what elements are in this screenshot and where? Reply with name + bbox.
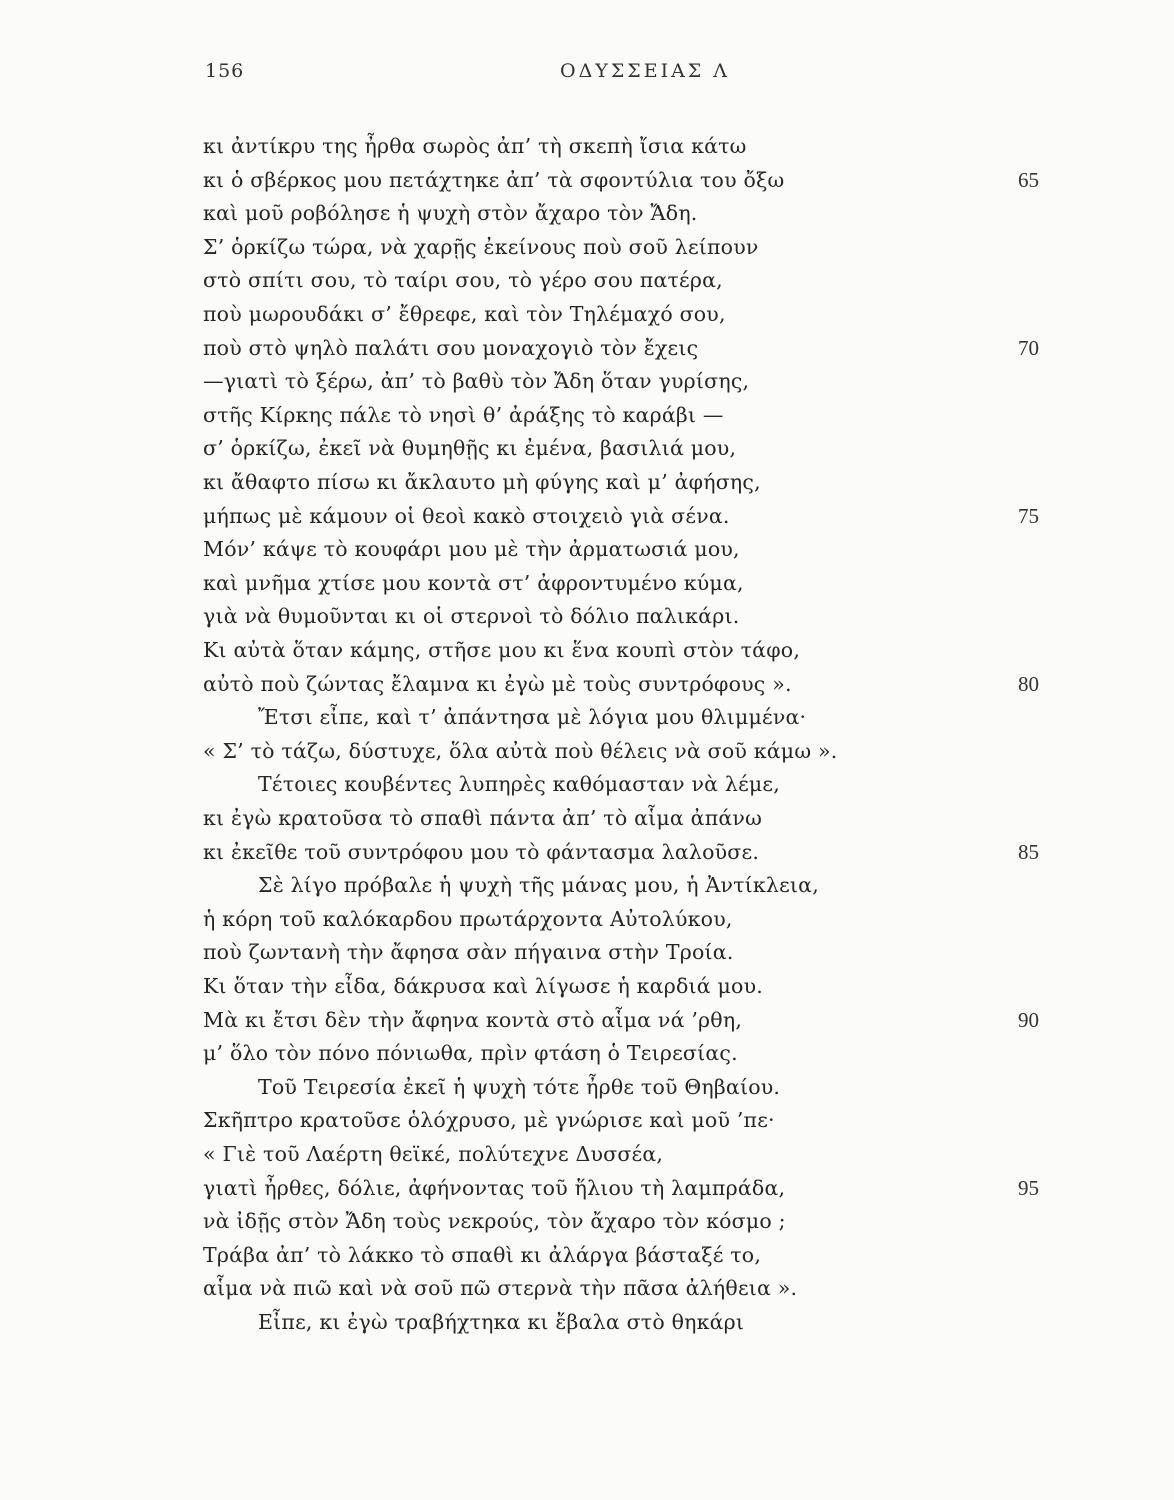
verse-line bbox=[0, 198, 1174, 232]
verse-line-text: ποὺ ζωντανὴ τὴν ἄφησα σὰν πήγαινα στὴν Τροία. bbox=[203, 940, 734, 965]
verse-line bbox=[0, 165, 1174, 199]
verse-line-text: αἷμα νὰ πιῶ καὶ νὰ σοῦ πῶ στερνὰ τὴν πᾶσα ἀλήθεια ». bbox=[203, 1276, 798, 1301]
verse-line-text: Μόν’ κάψε τὸ κουφάρι μου μὲ τὴν ἀρματωσιά μου, bbox=[203, 537, 740, 562]
verse-line bbox=[0, 635, 1174, 669]
line-number: 85 bbox=[1018, 839, 1039, 864]
verse-line-text: κι ὁ σβέρκος μου πετάχτηκε ἀπ’ τὰ σφοντύλια του ὄξω bbox=[203, 167, 785, 192]
verse-line-text: στῆς Κίρκης πάλε τὸ νησὶ θ’ ἀράξης τὸ καράβι — bbox=[203, 402, 724, 427]
verse-line bbox=[0, 904, 1174, 938]
verse-line bbox=[0, 601, 1174, 635]
verse-line bbox=[0, 1038, 1174, 1072]
verse-line-text: ποὺ στὸ ψηλὸ παλάτι σου μοναχογιὸ τὸν ἔχεις bbox=[203, 335, 699, 360]
verse-line bbox=[0, 803, 1174, 837]
verse-line bbox=[0, 534, 1174, 568]
verse-line bbox=[0, 1105, 1174, 1139]
verse-line-text: νὰ ἰδῇς στὸν Ἄδη τοὺς νεκρούς, τὸν ἄχαρο τὸν κόσμο ; bbox=[203, 1209, 786, 1234]
verse-line-text: κι ἐκεῖθε τοῦ συντρόφου μου τὸ φάντασμα λαλοῦσε. bbox=[203, 839, 760, 864]
verse-line bbox=[0, 837, 1174, 871]
verse-line bbox=[0, 669, 1174, 703]
verse-line-text: « Σ’ τὸ τάζω, δύστυχε, ὅλα αὐτὰ ποὺ θέλεις νὰ σοῦ κάμω ». bbox=[203, 738, 838, 763]
verse-line bbox=[0, 265, 1174, 299]
verse-line-text: Σὲ λίγο πρόβαλε ἡ ψυχὴ τῆς μάνας μου, ἡ Ἀντίκλεια, bbox=[258, 873, 819, 898]
verse-line bbox=[0, 769, 1174, 803]
verse-line bbox=[0, 299, 1174, 333]
verse-line bbox=[0, 1273, 1174, 1307]
verse-line-text: στὸ σπίτι σου, τὸ ταίρι σου, τὸ γέρο σου πατέρα, bbox=[203, 268, 723, 293]
verse-line-text: Κι αὐτὰ ὅταν κάμης, στῆσε μου κι ἕνα κουπὶ στὸν τάφο, bbox=[203, 638, 801, 662]
verse-line-text: Ἔτσι εἶπε, καὶ τ’ ἀπάντησα μὲ λόγια μου θλιμμένα· bbox=[258, 705, 807, 730]
verse-line bbox=[0, 1173, 1174, 1207]
verse-line-text: Σκῆπτρο κρατοῦσε ὁλόχρυσο, μὲ γνώρισε καὶ μοῦ ’πε· bbox=[203, 1108, 775, 1133]
verse-line bbox=[0, 1307, 1174, 1341]
line-number: 65 bbox=[1018, 167, 1039, 192]
verse-line bbox=[0, 333, 1174, 367]
verse-line-text: γιατὶ ἦρθες, δόλιε, ἀφήνοντας τοῦ ἥλιου τὴ λαμπράδα, bbox=[203, 1175, 786, 1200]
verse-line bbox=[0, 232, 1174, 266]
verse-line-text: καὶ μνῆμα χτίσε μου κοντὰ στ’ ἀφροντυμένο κύμα, bbox=[203, 570, 744, 595]
verse-line bbox=[0, 1072, 1174, 1106]
line-number: 90 bbox=[1018, 1007, 1039, 1032]
verse-line bbox=[0, 1005, 1174, 1039]
verse-line-text: σ’ ὁρκίζω, ἐκεῖ νὰ θυμηθῇς κι ἐμένα, βασιλιά μου, bbox=[203, 436, 737, 461]
verse-line-text: Κι ὅταν τὴν εἶδα, δάκρυσα καὶ λίγωσε ἡ καρδιά μου. bbox=[203, 974, 763, 998]
running-head bbox=[0, 60, 1174, 94]
verse-line-text: —γιατὶ τὸ ξέρω, ἀπ’ τὸ βαθὺ τὸν Ἄδη ὅταν γυρίσης, bbox=[203, 369, 750, 394]
line-number: 70 bbox=[1018, 335, 1039, 360]
verse-line-text: καὶ μοῦ ροβόλησε ἡ ψυχὴ στὸν ἄχαρο τὸν Ἄδη. bbox=[203, 201, 698, 226]
verse-line-text: Τράβα ἀπ’ τὸ λάκκο τὸ σπαθὶ κι ἀλάργα βάσταξέ το, bbox=[203, 1242, 762, 1267]
verse-line-text: Τοῦ Τειρεσία ἐκεῖ ἡ ψυχὴ τότε ἦρθε τοῦ Θηβαίου. bbox=[258, 1074, 781, 1099]
verse-line bbox=[0, 568, 1174, 602]
verse-line bbox=[0, 131, 1174, 165]
verse-line-text: κι ἀντίκρυ της ἦρθα σωρὸς ἀπ’ τὴ σκεπὴ ἴσια κάτω bbox=[203, 134, 747, 158]
verse-line bbox=[0, 971, 1174, 1005]
verse-line-text: ἡ κόρη τοῦ καλόκαρδου πρωτάρχοντα Αὐτολύκου, bbox=[203, 906, 733, 931]
verse-line bbox=[0, 467, 1174, 501]
line-number: 75 bbox=[1018, 503, 1039, 528]
verse-line bbox=[0, 870, 1174, 904]
verse-line bbox=[0, 702, 1174, 736]
verse-line bbox=[0, 736, 1174, 770]
page-number: 156 bbox=[205, 60, 245, 82]
book-title: ΟΔΥΣΣΕΙΑΣ Λ bbox=[560, 60, 730, 82]
verse-line-text: κι ἐγὼ κρατοῦσα τὸ σπαθὶ πάντα ἀπ’ τὸ αἷμα ἀπάνω bbox=[203, 806, 762, 830]
verse-line-text: αὐτὸ ποὺ ζώντας ἔλαμνα κι ἐγὼ μὲ τοὺς συντρόφους ». bbox=[203, 671, 792, 696]
verse-line bbox=[0, 366, 1174, 400]
verse-line-text: Εἶπε, κι ἐγὼ τραβήχτηκα κι ἔβαλα στὸ θηκάρι bbox=[258, 1310, 745, 1334]
verse-line bbox=[0, 1139, 1174, 1173]
verse-line-text: μ’ ὅλο τὸν πόνο πόνιωθα, πρὶν φτάση ὁ Τειρεσίας. bbox=[203, 1041, 738, 1066]
verse-line-text: μήπως μὲ κάμουν οἱ θεοὶ κακὸ στοιχειὸ γιὰ σένα. bbox=[203, 503, 730, 528]
verse-line-text: Μὰ κι ἔτσι δὲν τὴν ἄφηνα κοντὰ στὸ αἷμα νά ’ρθη, bbox=[203, 1007, 743, 1032]
verse-line bbox=[0, 1206, 1174, 1240]
verse-line-text: « Γιὲ τοῦ Λαέρτη θεϊκέ, πολύτεχνε Δυσσέα, bbox=[203, 1142, 664, 1166]
verse-line-text: ποὺ μωρουδάκι σ’ ἔθρεφε, καὶ τὸν Τηλέμαχό σου, bbox=[203, 302, 726, 326]
verse-line bbox=[0, 400, 1174, 434]
verse-line-text: Τέτοιες κουβέντες λυπηρὲς καθόμασταν νὰ λέμε, bbox=[258, 772, 780, 797]
verse-line bbox=[0, 937, 1174, 971]
verse-line-text: Σ’ ὁρκίζω τώρα, νὰ χαρῇς ἐκείνους ποὺ σοῦ λείπουν bbox=[203, 234, 759, 259]
line-number: 80 bbox=[1018, 671, 1039, 696]
verse-line bbox=[0, 501, 1174, 535]
verse-line bbox=[0, 433, 1174, 467]
verse-line-text: κι ἄθαφτο πίσω κι ἄκλαυτο μὴ φύγης καὶ μ’ ἀφήσης, bbox=[203, 470, 761, 494]
verse-line-text: γιὰ νὰ θυμοῦνται κι οἱ στερνοὶ τὸ δόλιο παλικάρι. bbox=[203, 604, 740, 629]
verse-line bbox=[0, 1240, 1174, 1274]
line-number: 95 bbox=[1018, 1175, 1039, 1200]
